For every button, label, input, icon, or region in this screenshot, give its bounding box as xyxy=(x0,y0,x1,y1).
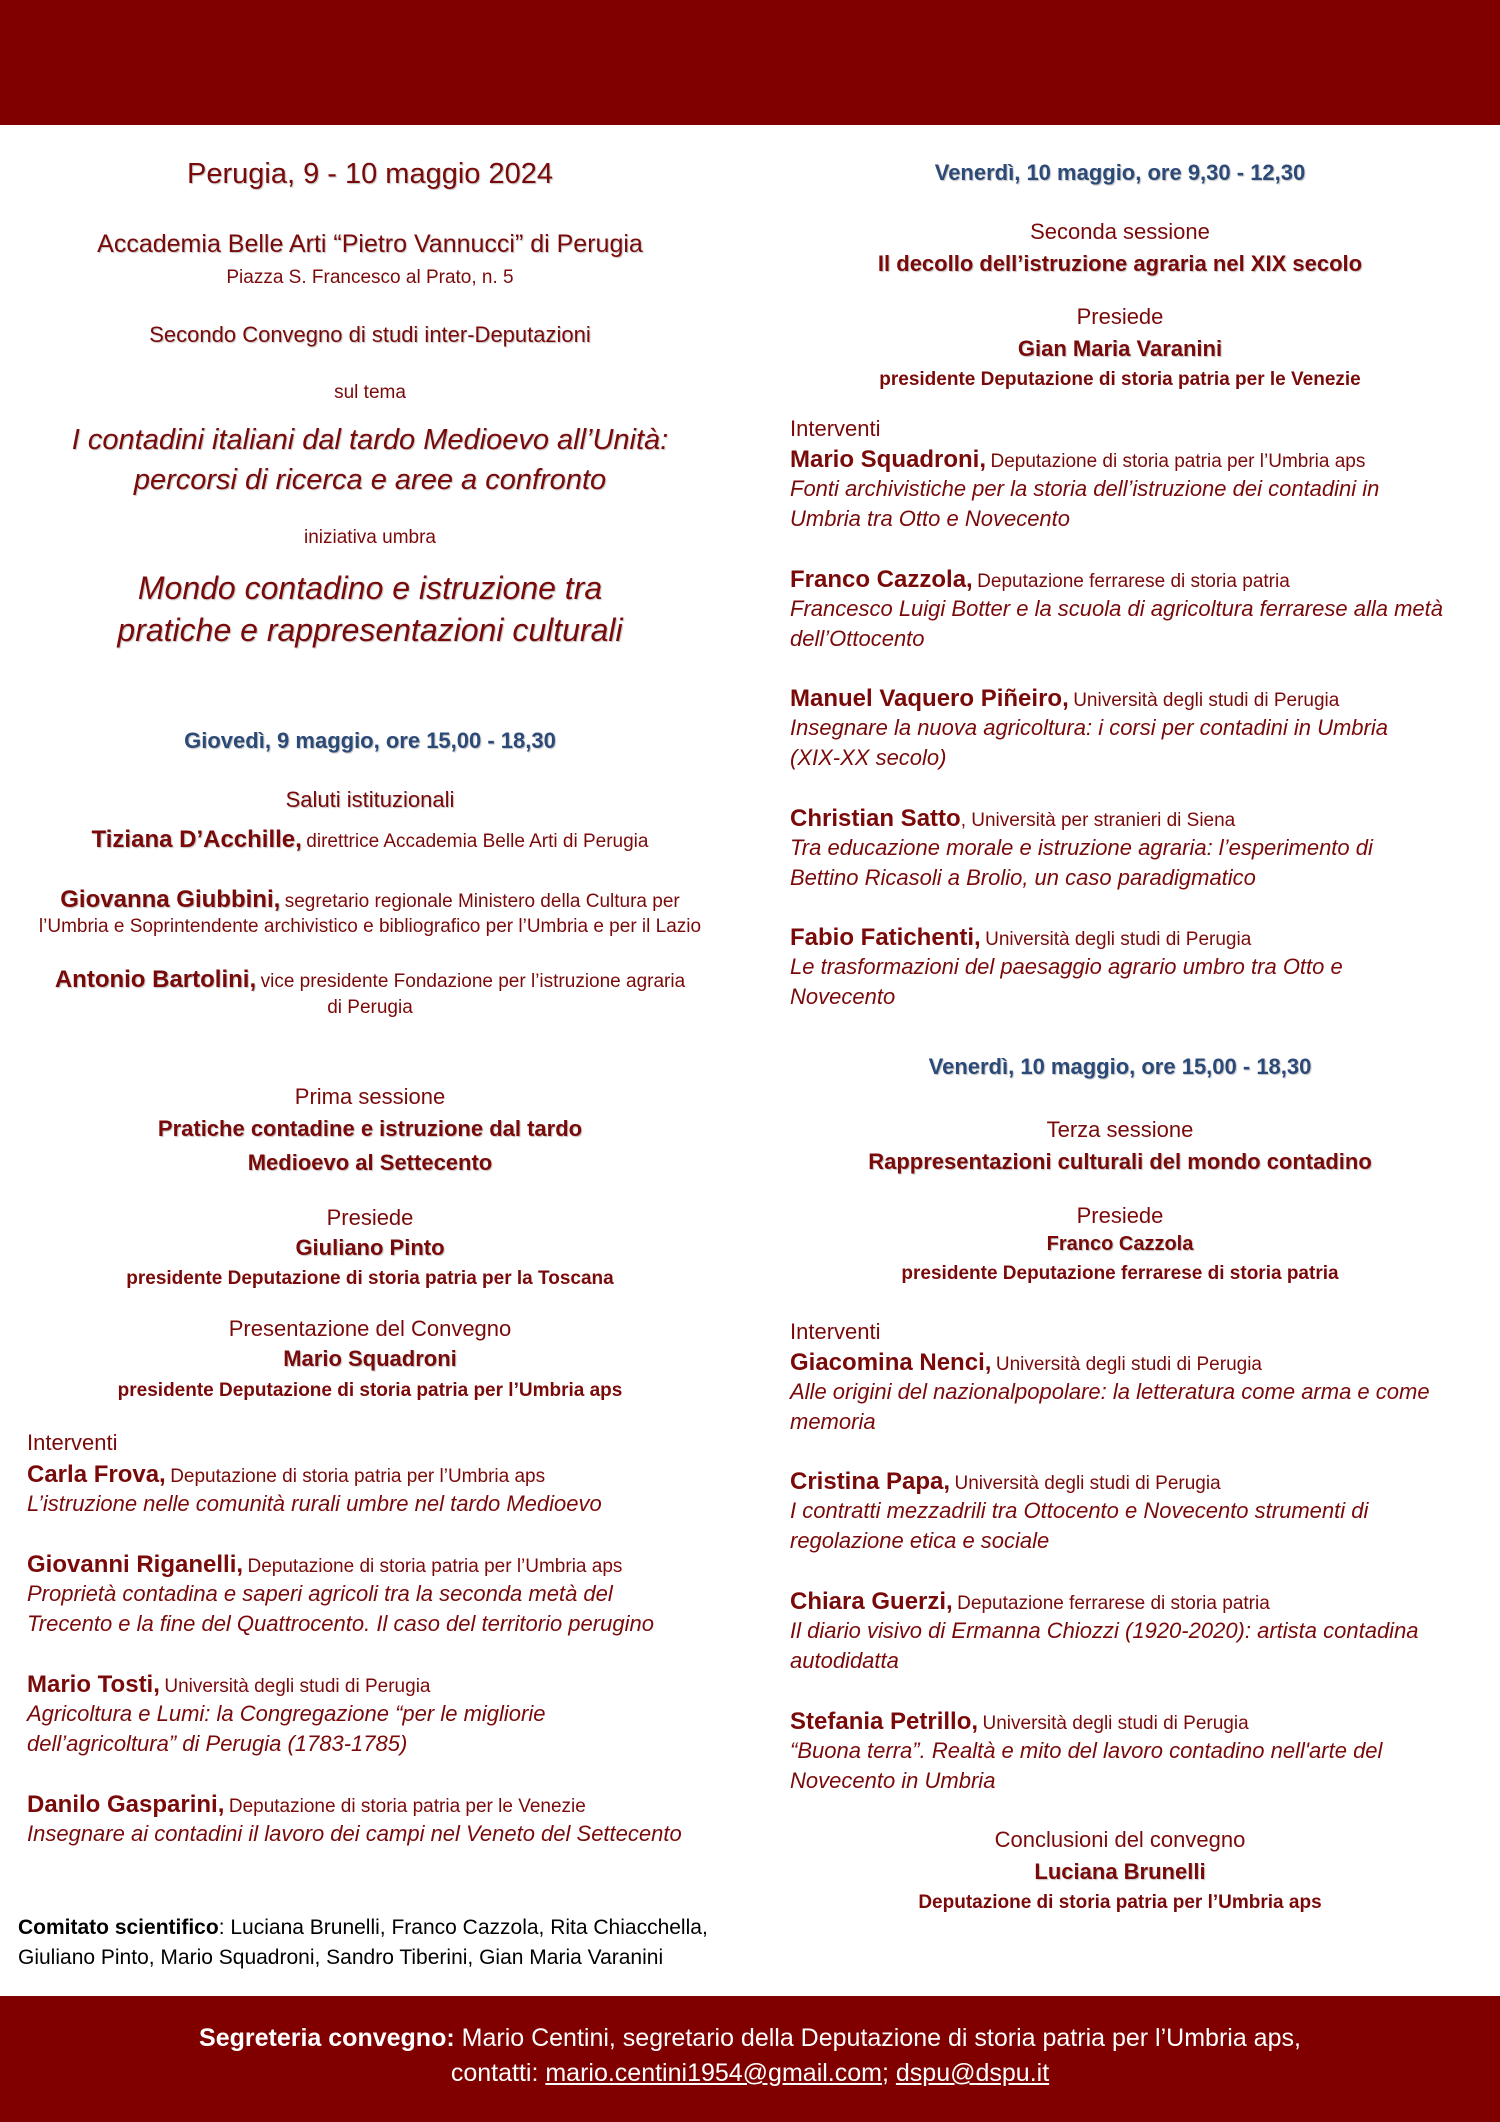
session2-title: Il decollo dell’istruzione agraria nel XIX secolo xyxy=(877,251,1363,276)
talk-chiara-guerzi: Chiara Guerzi, Deputazione ferrarese di storia patria Il diario visivo di Ermanna Chiozzi (1920-2020): artista contadina autodidatta xyxy=(790,1588,1419,1673)
session3-label: Terza sessione xyxy=(1046,1117,1194,1142)
theme-label: sul tema xyxy=(334,382,406,403)
email-link-2[interactable]: dspu@dspu.it xyxy=(895,2059,1050,2087)
greetings-label: Saluti istituzionali xyxy=(285,787,455,812)
session1-label: Prima sessione xyxy=(294,1084,446,1109)
talk-stefania-petrillo: Stefania Petrillo, Università degli studi di Perugia “Buona terra”. Realtà e mito del lavoro contadino nell'arte del Novecento in Umbria xyxy=(790,1708,1383,1793)
talk-giovanni-riganelli: Giovanni Riganelli, Deputazione di storia patria per l’Umbria aps Proprietà contadina e saperi agricoli tra la seconda metà del Trecento e la fine del Quattrocento. Il caso del territorio perugino xyxy=(27,1551,654,1636)
footer-banner xyxy=(0,1996,1500,2122)
conclusions-aff: Deputazione di storia patria per l’Umbria aps xyxy=(918,1892,1322,1913)
session3-title: Rappresentazioni culturali del mondo contadino xyxy=(868,1149,1372,1174)
talk-giacomina-nenci: Giacomina Nenci, Università degli studi di Perugia Alle origini del nazionalpopolare: la letteratura come arma e come memoria xyxy=(790,1349,1430,1434)
footer-contacts: contatti: mario.centini1954@gmail.com; dspu@dspu.it xyxy=(450,2059,1050,2087)
presentation-name: Mario Squadroni xyxy=(283,1346,457,1371)
session1-chair-aff: presidente Deputazione di storia patria per la Toscana xyxy=(126,1268,614,1289)
greeting-2: Giovanna Giubbini, segretario regionale Ministero della Cultura per xyxy=(60,886,680,913)
day1-date: Giovedì, 9 maggio, ore 15,00 - 18,30 xyxy=(184,728,556,753)
talk-danilo-gasparini: Danilo Gasparini, Deputazione di storia patria per le Venezie Insegnare ai contadini il lavoro dei campi nel Veneto del Settecento xyxy=(27,1791,682,1846)
session3-talks-label: Interventi xyxy=(790,1319,881,1344)
conference-name: Secondo Convegno di studi inter-Deputazioni xyxy=(149,322,591,347)
talk-mario-squadroni: Mario Squadroni, Deputazione di storia patria per l’Umbria aps Fonti archivistiche per la storia dell’istruzione dei contadini in Umbria tra Otto e Novecento xyxy=(790,446,1380,531)
initiative-line-2: pratiche e rappresentazioni culturali xyxy=(117,612,623,648)
greeting-1: Tiziana D’Acchille, direttrice Accademia Belle Arti di Perugia xyxy=(91,826,649,853)
theme-line-2: percorsi di ricerca e aree a confronto xyxy=(133,464,607,496)
talk-cristina-papa: Cristina Papa, Università degli studi di Perugia I contratti mezzadrili tra Ottocento e Novecento strumenti di regolazione etica e sociale xyxy=(790,1468,1369,1553)
session2-label: Seconda sessione xyxy=(1030,219,1210,244)
session2-chair-label: Presiede xyxy=(1076,304,1164,329)
talk-mario-tosti: Mario Tosti, Università degli studi di Perugia Agricoltura e Lumi: la Congregazione “per le migliorie dell’agricoltura” di Perugia (1783-1785) xyxy=(27,1671,546,1756)
email-link-1[interactable]: mario.centini1954@gmail.com xyxy=(545,2059,882,2087)
venue: Accademia Belle Arti “Pietro Vannucci” di Perugia xyxy=(97,230,643,258)
footer-secretariat: Segreteria convegno: Mario Centini, segretario della Deputazione di storia patria per l’Umbria aps, xyxy=(199,2024,1301,2052)
day2-afternoon-date: Venerdì, 10 maggio, ore 15,00 - 18,30 xyxy=(928,1054,1312,1079)
session2-talks-label: Interventi xyxy=(790,416,881,441)
session3-chair-label: Presiede xyxy=(1076,1203,1164,1228)
talk-franco-cazzola: Franco Cazzola, Deputazione ferrarese di storia patria Francesco Luigi Botter e la scuola di agricoltura ferrarese alla metà dell’Ottocento xyxy=(790,566,1443,651)
session1-title-line-1: Pratiche contadine e istruzione dal tardo xyxy=(157,1116,583,1141)
conclusions-name: Luciana Brunelli xyxy=(1034,1859,1206,1884)
talk-fabio-fatichenti: Fabio Fatichenti, Università degli studi di Perugia Le trasformazioni del paesaggio agrario umbro tra Otto e Novecento xyxy=(790,924,1343,1009)
talk-carla-frova: Carla Frova, Deputazione di storia patria per l’Umbria aps L’istruzione nelle comunità rurali umbre nel tardo Medioevo xyxy=(27,1461,602,1516)
session1-talks-label: Interventi xyxy=(27,1430,118,1455)
presentation-label: Presentazione del Convegno xyxy=(228,1316,512,1341)
greeting-2-aff-cont: l’Umbria e Soprintendente archivistico e bibliografico per l’Umbria e per il Lazio xyxy=(38,916,702,937)
scientific-committee: Comitato scientifico: Luciana Brunelli, Franco Cazzola, Rita Chiacchella, Giuliano Pinto, Mario Squadroni, Sandro Tiberini, Gian Maria Varanini xyxy=(18,1916,708,1969)
session1-title-line-2: Medioevo al Settecento xyxy=(247,1150,493,1175)
top-banner xyxy=(0,0,1500,125)
greeting-3-aff-cont: di Perugia xyxy=(327,997,413,1018)
initiative-line-1: Mondo contadino e istruzione tra xyxy=(137,570,603,606)
session1-chair-label: Presiede xyxy=(326,1205,414,1230)
day2-morning-date: Venerdì, 10 maggio, ore 9,30 - 12,30 xyxy=(934,160,1306,185)
session1-chair-name: Giuliano Pinto xyxy=(295,1235,445,1260)
address: Piazza S. Francesco al Prato, n. 5 xyxy=(226,267,514,288)
session2-chair-aff: presidente Deputazione di storia patria per le Venezie xyxy=(879,369,1361,390)
session3-chair-name: Franco Cazzola xyxy=(1046,1233,1194,1255)
place-date: Perugia, 9 - 10 maggio 2024 xyxy=(187,158,553,190)
talk-christian-satto: Christian Satto, Università per stranieri di Siena Tra educazione morale e istruzione agraria: l’esperimento di Bettino Ricasoli a Brolio, un caso paradigmatico xyxy=(790,805,1373,890)
initiative-label: iniziativa umbra xyxy=(304,527,436,548)
session2-chair-name: Gian Maria Varanini xyxy=(1017,336,1223,361)
theme-line-1: I contadini italiani dal tardo Medioevo all’Unità: xyxy=(71,424,669,456)
presentation-aff: presidente Deputazione di storia patria per l’Umbria aps xyxy=(117,1380,623,1401)
greeting-3: Antonio Bartolini, vice presidente Fondazione per l’istruzione agraria xyxy=(54,966,686,993)
conclusions-label: Conclusioni del convegno xyxy=(994,1827,1246,1852)
session3-chair-aff: presidente Deputazione ferrarese di storia patria xyxy=(901,1263,1339,1284)
talk-manuel-vaquero: Manuel Vaquero Piñeiro, Università degli studi di Perugia Insegnare la nuova agricoltura: i corsi per contadini in Umbria (XIX-XX secolo) xyxy=(790,685,1388,770)
